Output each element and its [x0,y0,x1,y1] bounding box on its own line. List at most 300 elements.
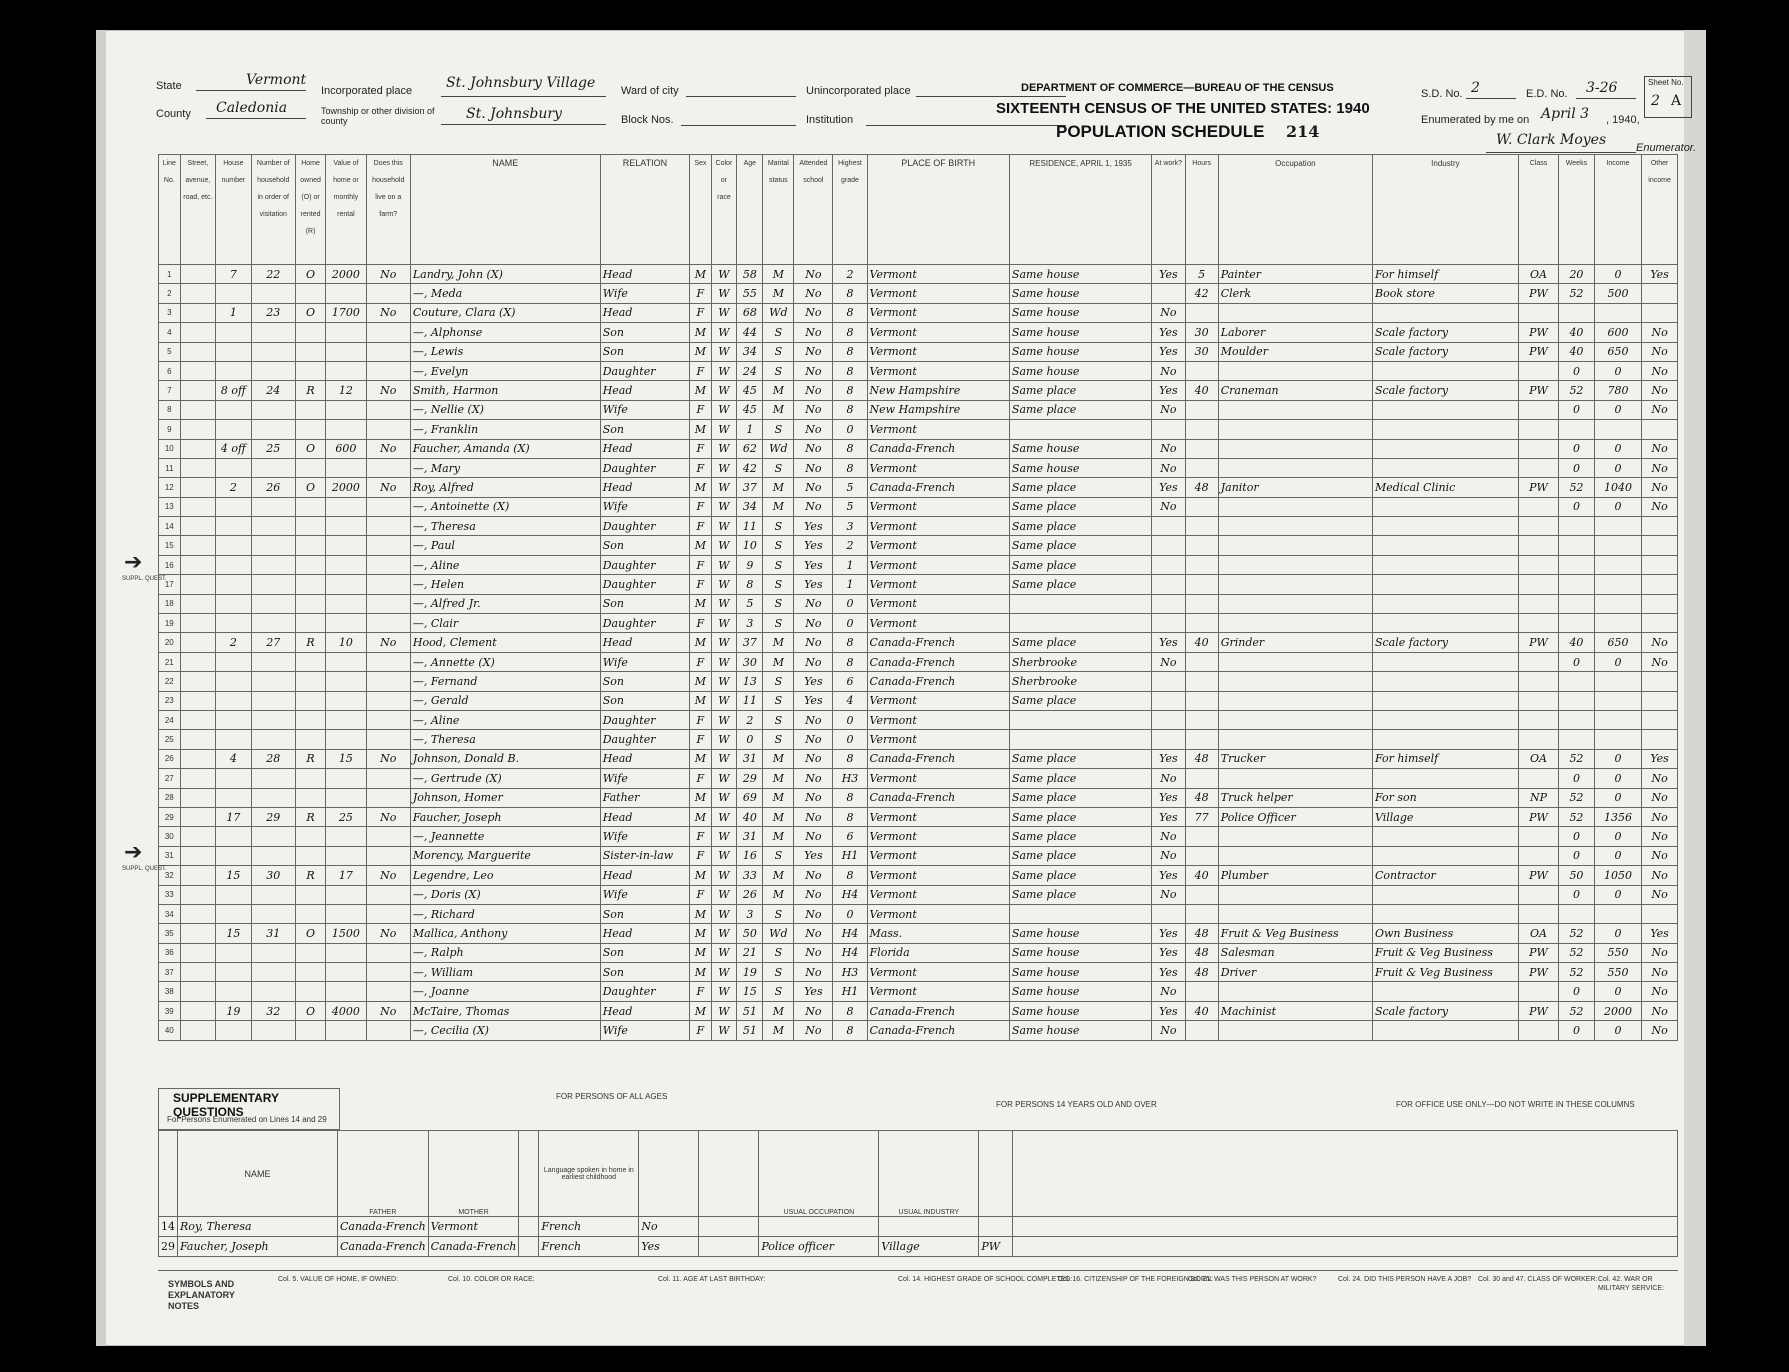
cell-race: W [711,730,737,749]
cell-ind [1372,400,1518,419]
cell-sch: No [794,730,833,749]
cell-own [295,788,325,807]
cell-hh [251,943,295,962]
cell-wks: 52 [1559,788,1595,807]
cell-sch: No [794,652,833,671]
cell-hh [251,730,295,749]
cell-oth: No [1642,885,1678,904]
table-row [159,555,1678,574]
cell-sch: No [794,827,833,846]
cell-rel: Daughter [600,458,689,477]
cell-own [295,827,325,846]
cell-ind [1372,710,1518,729]
cell-rel: Wife [600,1021,689,1040]
cell-street [180,575,215,594]
cell-age: 10 [737,536,763,555]
cell-value [326,575,366,594]
supp-quest-marker-29: SUPPL. QUEST. [122,866,167,872]
cell-street [180,885,215,904]
cell-value: 10 [326,633,366,652]
cell-mar: M [763,827,794,846]
cell-line: 36 [159,943,181,962]
note-col21: Col. 21. WAS THIS PERSON AT WORK? [1188,1276,1317,1283]
cell-value: 2000 [326,265,366,284]
cell-work: Yes [1152,866,1185,885]
cell-sex: M [690,924,711,943]
cell-value: 25 [326,807,366,826]
cell-occ [1218,497,1372,516]
cell-age: 13 [737,672,763,691]
cell-cls [1518,458,1558,477]
cell-birth: Vermont [867,614,1009,633]
supp-language-header: Language spoken in home in earliest childhood [539,1131,639,1217]
cell-inc: 0 [1594,924,1641,943]
cell-age: 45 [737,400,763,419]
cell-line: 2 [159,284,181,303]
table-row [159,420,1678,439]
cell-race: W [711,265,737,284]
cell-hh: 29 [251,807,295,826]
cell-work: No [1152,458,1185,477]
cell-own [295,284,325,303]
cell-street [180,614,215,633]
cell-hh [251,517,295,536]
cell-own [295,575,325,594]
cell-sch: No [794,710,833,729]
cell-age: 15 [737,982,763,1001]
cell-inc: 0 [1594,265,1641,284]
cell-gr: 6 [833,672,867,691]
cell-value [326,536,366,555]
cell-sex: F [690,458,711,477]
cell-gr: 0 [833,594,867,613]
cell-street [180,303,215,322]
cell-wks [1559,904,1595,923]
cell-age: 31 [737,749,763,768]
cell-farm [366,672,410,691]
cell-line: 32 [159,866,181,885]
cell-res: Same house [1009,323,1151,342]
cell-line: 22 [159,672,181,691]
cell-sex: F [690,827,711,846]
cell-ind: Scale factory [1372,381,1518,400]
cell-work: Yes [1152,1001,1185,1020]
cell-value [326,691,366,710]
cell-line: 37 [159,963,181,982]
cell-occ [1218,904,1372,923]
cell-line: 30 [159,827,181,846]
cell-line: 31 [159,846,181,865]
cell-race: W [711,303,737,322]
cell-birth: Vermont [867,710,1009,729]
cell-hrs [1185,420,1218,439]
cell-occ: Trucker [1218,749,1372,768]
cell-farm [366,575,410,594]
cell-ind [1372,769,1518,788]
cell-street [180,400,215,419]
cell-value [326,904,366,923]
cell-value [326,827,366,846]
cell-inc [1594,691,1641,710]
cell-rel: Son [600,904,689,923]
cell-gr: 1 [833,555,867,574]
cell-wks: 52 [1559,381,1595,400]
cell-occ: Craneman [1218,381,1372,400]
table-row [159,265,1678,284]
cell-cls [1518,517,1558,536]
cell-sch: No [794,904,833,923]
cell-wks [1559,420,1595,439]
supp-cell-vet: No [639,1217,699,1237]
cell-mar: S [763,458,794,477]
cell-farm [366,963,410,982]
cell-line: 27 [159,769,181,788]
table-row [159,594,1678,613]
cell-work: Yes [1152,342,1185,361]
col-hours-header: Hours [1185,155,1218,265]
cell-birth: Vermont [867,555,1009,574]
cell-work [1152,691,1185,710]
cell-gr: 8 [833,807,867,826]
cell-own: O [295,924,325,943]
cell-name: —, Lewis [410,342,600,361]
cell-value: 1500 [326,924,366,943]
sheet-letter: A [1671,93,1682,109]
cell-farm [366,497,410,516]
cell-occ: Clerk [1218,284,1372,303]
cell-race: W [711,458,737,477]
cell-rel: Son [600,691,689,710]
cell-occ: Grinder [1218,633,1372,652]
cell-street [180,982,215,1001]
cell-name: McTaire, Thomas [410,1001,600,1020]
cell-cls: PW [1518,633,1558,652]
cell-ind: Book store [1372,284,1518,303]
cell-hh: 24 [251,381,295,400]
cell-age: 11 [737,517,763,536]
cell-sex: M [690,866,711,885]
cell-own [295,497,325,516]
cell-occ: Truck helper [1218,788,1372,807]
cell-res: Same place [1009,769,1151,788]
table-row [159,323,1678,342]
cell-mar: S [763,342,794,361]
cell-street [180,710,215,729]
cell-race: W [711,924,737,943]
cell-gr: 5 [833,497,867,516]
col-owned-header: Home owned (O) or rented (R) [295,155,325,265]
cell-res: Same place [1009,381,1151,400]
cell-res: Sherbrooke [1009,672,1151,691]
cell-mar: S [763,594,794,613]
cell-rel: Father [600,788,689,807]
population-table [158,154,1678,1041]
cell-birth: Vermont [867,963,1009,982]
cell-hrs [1185,303,1218,322]
note-col16: Col. 16. CITIZENSHIP OF THE FOREIGN BORN: [1058,1276,1213,1283]
cell-sch: No [794,866,833,885]
cell-occ [1218,846,1372,865]
cell-house [216,536,252,555]
cell-rel: Head [600,866,689,885]
cell-ind [1372,497,1518,516]
cell-birth: Florida [867,943,1009,962]
cell-name: Smith, Harmon [410,381,600,400]
cell-hh [251,614,295,633]
cell-line: 15 [159,536,181,555]
cell-cls: PW [1518,1001,1558,1020]
cell-street [180,749,215,768]
arrow-line-14-icon: ➔ [124,550,143,575]
sheet-number: 2 [1651,93,1660,109]
cell-sex: M [690,1001,711,1020]
cell-hrs: 40 [1185,633,1218,652]
table-row [159,517,1678,536]
cell-hh [251,769,295,788]
cell-age: 3 [737,614,763,633]
cell-mar: S [763,614,794,633]
cell-wks [1559,303,1595,322]
cell-birth: Vermont [867,284,1009,303]
cell-cls: PW [1518,943,1558,962]
cell-inc: 550 [1594,963,1641,982]
cell-race: W [711,614,737,633]
cell-cls [1518,497,1558,516]
cell-occ [1218,769,1372,788]
cell-birth: Canada-French [867,788,1009,807]
col-marital-header: Marital status [763,155,794,265]
cell-gr: 0 [833,614,867,633]
cell-rel: Daughter [600,614,689,633]
cell-mar: M [763,788,794,807]
cell-ind [1372,846,1518,865]
supp-cell-mother: Canada-French [428,1237,519,1257]
cell-farm: No [366,303,410,322]
cell-street [180,1001,215,1020]
cell-oth: No [1642,497,1678,516]
col-at-work-header: At work? [1152,155,1185,265]
table-row [159,1001,1678,1020]
cell-birth: Canada-French [867,652,1009,671]
cell-inc: 1050 [1594,866,1641,885]
cell-rel: Head [600,924,689,943]
cell-value [326,458,366,477]
cell-farm [366,710,410,729]
table-row [159,1021,1678,1040]
cell-race: W [711,420,737,439]
cell-name: —, Annette (X) [410,652,600,671]
cell-race: W [711,827,737,846]
cell-value [326,710,366,729]
cell-ind [1372,1021,1518,1040]
cell-inc [1594,303,1641,322]
cell-age: 37 [737,478,763,497]
cell-name: Johnson, Donald B. [410,749,600,768]
cell-age: 62 [737,439,763,458]
cell-race: W [711,691,737,710]
cell-race: W [711,361,737,380]
cell-cls: OA [1518,924,1558,943]
cell-work: No [1152,497,1185,516]
cell-hrs: 42 [1185,284,1218,303]
table-row [159,943,1678,962]
sheet-label: Sheet No. [1648,78,1684,87]
office-use-heading: FOR OFFICE USE ONLY—DO NOT WRITE IN THESE COLUMNS [1396,1100,1635,1109]
cell-occ [1218,575,1372,594]
cell-res: Same place [1009,807,1151,826]
cell-res: Same place [1009,400,1151,419]
cell-res: Same place [1009,478,1151,497]
cell-oth: Yes [1642,749,1678,768]
cell-hh [251,420,295,439]
cell-birth: Canada-French [867,1021,1009,1040]
cell-sch: No [794,478,833,497]
cell-farm [366,614,410,633]
symbols-notes-title: SYMBOLS AND EXPLANATORY NOTES [168,1279,235,1311]
cell-value [326,614,366,633]
cell-cls [1518,614,1558,633]
cell-sch: Yes [794,575,833,594]
cell-name: —, Richard [410,904,600,923]
cell-oth [1642,555,1678,574]
cell-oth: No [1642,1021,1678,1040]
cell-sex: M [690,420,711,439]
cell-rel: Wife [600,769,689,788]
cell-res: Same house [1009,1021,1151,1040]
cell-work: Yes [1152,788,1185,807]
cell-work: No [1152,652,1185,671]
table-row [159,575,1678,594]
cell-street [180,963,215,982]
table-row [159,749,1678,768]
supp-code-header [519,1131,539,1217]
all-ages-heading: FOR PERSONS OF ALL AGES [556,1092,668,1101]
cell-sch: No [794,400,833,419]
cell-own [295,517,325,536]
cell-oth [1642,691,1678,710]
cell-sch: Yes [794,691,833,710]
cell-rel: Daughter [600,730,689,749]
cell-value: 4000 [326,1001,366,1020]
cell-cls [1518,769,1558,788]
table-row [159,361,1678,380]
cell-street [180,866,215,885]
cell-name: —, Theresa [410,730,600,749]
cell-inc: 0 [1594,827,1641,846]
sheet-edge-right [1684,30,1706,1346]
cell-house [216,420,252,439]
cell-street [180,904,215,923]
col-occupation-header: Occupation [1218,155,1372,265]
cell-birth: Vermont [867,517,1009,536]
cell-ind [1372,536,1518,555]
cell-name: Faucher, Joseph [410,807,600,826]
cell-hh [251,342,295,361]
cell-rel: Wife [600,400,689,419]
cell-inc [1594,730,1641,749]
cell-line: 25 [159,730,181,749]
cell-value [326,982,366,1001]
cell-gr: H1 [833,982,867,1001]
cell-sch: No [794,458,833,477]
cell-line: 35 [159,924,181,943]
cell-work: Yes [1152,633,1185,652]
cell-hh [251,885,295,904]
cell-gr: 8 [833,342,867,361]
cell-farm [366,788,410,807]
col-value-header: Value of home or monthly rental [326,155,366,265]
cell-farm: No [366,265,410,284]
cell-work: Yes [1152,323,1185,342]
table-row [159,788,1678,807]
col-relation-header: RELATION [600,155,689,265]
cell-inc [1594,555,1641,574]
cell-inc: 0 [1594,497,1641,516]
cell-name: Roy, Alfred [410,478,600,497]
cell-house [216,342,252,361]
cell-work [1152,730,1185,749]
cell-race: W [711,749,737,768]
cell-farm [366,827,410,846]
cell-res: Same place [1009,497,1151,516]
cell-value [326,846,366,865]
table-row [159,478,1678,497]
cell-occ [1218,458,1372,477]
table-row [159,866,1678,885]
cell-rel: Wife [600,652,689,671]
supp-line-header [159,1131,178,1217]
table-row [159,827,1678,846]
cell-hh [251,284,295,303]
cell-mar: M [763,1001,794,1020]
table-row [159,439,1678,458]
cell-work [1152,284,1185,303]
cell-street [180,924,215,943]
col-age-header: Age [737,155,763,265]
cell-gr: 8 [833,284,867,303]
cell-inc: 600 [1594,323,1641,342]
cell-inc: 650 [1594,633,1641,652]
cell-farm [366,400,410,419]
cell-age: 45 [737,381,763,400]
cell-value [326,284,366,303]
cell-birth: Canada-French [867,1001,1009,1020]
cell-hrs [1185,672,1218,691]
cell-occ [1218,555,1372,574]
cell-gr: 6 [833,827,867,846]
cell-occ [1218,361,1372,380]
cell-mar: M [763,652,794,671]
cell-street [180,555,215,574]
cell-sex: M [690,691,711,710]
cell-inc: 0 [1594,361,1641,380]
cell-hrs [1185,536,1218,555]
cell-house: 7 [216,265,252,284]
cell-age: 33 [737,866,763,885]
cell-street [180,284,215,303]
cell-value [326,730,366,749]
supp-table-row [159,1237,1678,1257]
cell-street [180,497,215,516]
cell-own: O [295,439,325,458]
cell-hrs [1185,710,1218,729]
cell-sex: M [690,342,711,361]
table-row [159,536,1678,555]
cell-farm [366,982,410,1001]
cell-sex: F [690,517,711,536]
cell-gr: 0 [833,904,867,923]
cell-ind [1372,982,1518,1001]
